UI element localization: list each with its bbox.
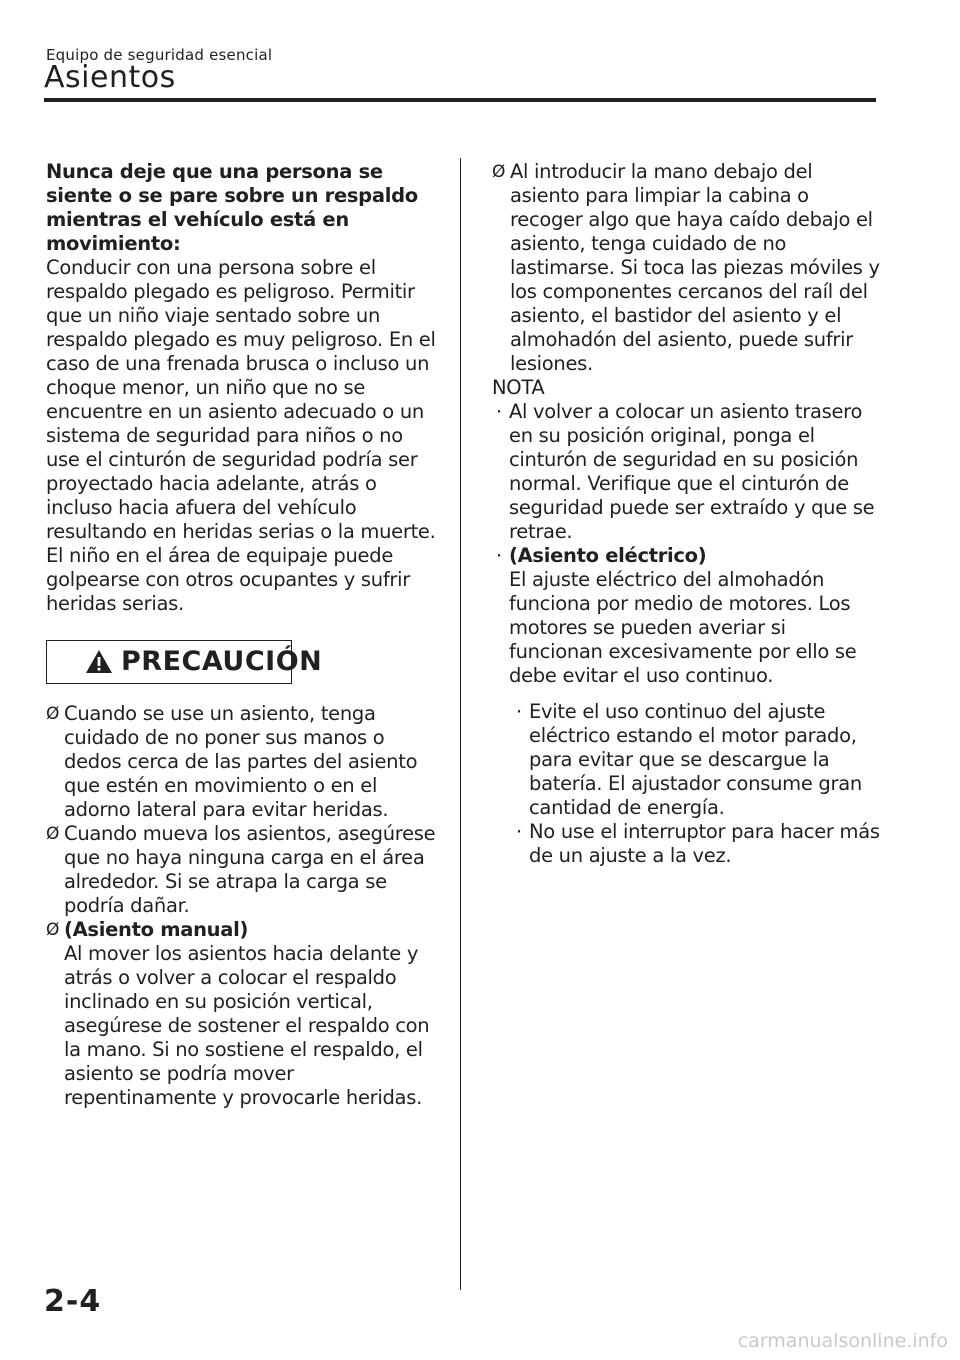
caution-item [492,160,882,376]
caution-item [46,918,442,1110]
warning-triangle-icon [85,649,113,674]
column-divider [460,158,461,1290]
note-text: El ajuste eléctrico del almohadón funciona por medio de motores. Los motores se pueden averiar si funcionan excesivamente por ello se debe evitar el uso continuo. [509,568,857,687]
arrow-bullet-icon: Ø [46,920,60,940]
caution-item [46,822,442,918]
dot-bullet-icon: · [496,544,502,567]
dot-bullet-icon: · [516,700,522,723]
warning-bold-text: Nunca deje que una persona se siente o se pare sobre un respaldo mientras el vehículo está en movimiento: [46,160,418,255]
caution-label: PRECAUCIÓN [121,646,323,677]
caution-item-text: Cuando se use un asiento, tenga cuidado de no poner sus manos o dedos cerca de las partes del asiento que estén en movimiento o en el adorno lateral para evitar heridas. [64,702,418,821]
sub-note-list [492,700,882,868]
note-item [492,544,882,688]
warning-paragraph [46,160,442,616]
caution-box [46,640,323,684]
arrow-bullet-icon: Ø [492,162,506,182]
caution-item-text: Al introducir la mano debajo del asiento para limpiar la cabina o recoger algo que haya caído debajo el asiento, tenga cuidado de no lastimarse. Si toca las piezas móviles y los componentes cercanos del raíl del asiento, el bastidor del asiento y el almohadón del asiento, puede sufrir lesiones. [510,160,880,375]
watermark: carmanualsonline.info [737,1330,948,1352]
left-column [46,160,442,1110]
sub-note-text: Evite el uso continuo del ajuste eléctrico estando el motor parado, para evitar que se descargue la batería. El ajustador consume gran cantidad de energía. [529,700,862,819]
arrow-bullet-icon: Ø [46,824,60,844]
sub-note-text: No use el interruptor para hacer más de un ajuste a la vez. [529,820,880,867]
header-rule [44,98,876,102]
warning-body-text: Conducir con una persona sobre el respaldo plegado es peligroso. Permitir que un niño viaje sentado sobre un respaldo plegado es muy peligroso. En el caso de una frenada brusca o incluso un choque menor, un niño que no se encuentre en un asiento adecuado o un sistema de seguridad para niños o no use el cinturón de seguridad podría ser proyectado hacia adelante, atrás o incluso hacia afuera del vehículo resultando en heridas serias o la muerte. El niño en el área de equipaje puede golpearse con otros ocupantes y sufrir heridas serias. [46,256,436,615]
nota-heading: NOTA [492,376,545,399]
caution-item-text: Al mover los asientos hacia delante y atrás o volver a colocar el respaldo inclinado en su posición vertical, asegúrese de sostener el respaldo con la mano. Si no sostiene el respaldo, el asiento se podría mover repentinamente y provocarle heridas. [64,942,430,1109]
sub-note-item [492,820,882,868]
dot-bullet-icon: · [516,820,522,843]
note-text: Al volver a colocar un asiento trasero en su posición original, ponga el cinturón de seguridad en su posición normal. Verifique que el cinturón de seguridad puede ser extraído y que se retrae. [509,400,875,543]
page-title: Asientos [44,60,176,95]
right-column [492,160,882,868]
header-section: Equipo de seguridad esencial [46,46,273,64]
caution-item [46,702,442,822]
dot-bullet-icon: · [496,400,502,423]
arrow-bullet-icon: Ø [46,704,60,724]
note-item [492,400,882,544]
note-label: (Asiento eléctrico) [509,544,707,567]
caution-item-text: Cuando mueva los asientos, asegúrese que no haya ninguna carga en el área alrededor. Si se atrapa la carga se podría dañar. [64,822,436,917]
sub-note-item [492,700,882,820]
page-number: 2-4 [44,1284,102,1319]
caution-item-label: (Asiento manual) [64,918,249,941]
